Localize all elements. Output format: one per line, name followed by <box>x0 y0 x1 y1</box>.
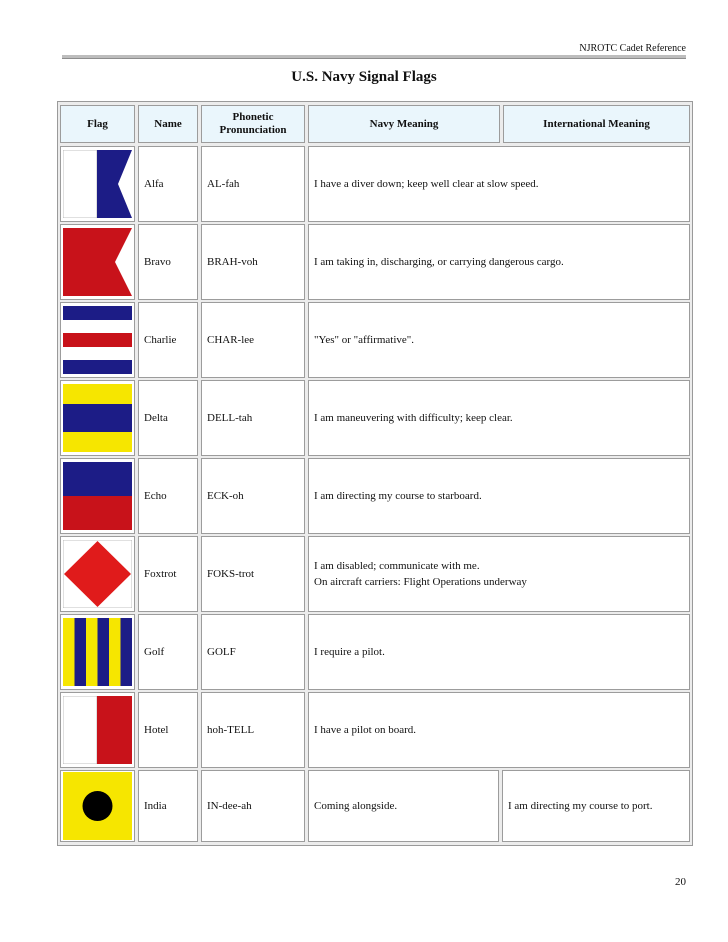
phonetic-cell <box>201 224 305 300</box>
flag-name: Echo <box>144 490 167 502</box>
flag-phonetic: hoh-TELL <box>207 724 255 736</box>
navy-meaning: I am maneuvering with difficulty; keep clear. <box>314 412 513 424</box>
flag-cell <box>60 224 135 300</box>
phonetic-cell <box>201 302 305 378</box>
column-header-phonetic-line1: Phonetic <box>232 111 274 123</box>
flag-cell <box>60 146 135 222</box>
navy-meaning: I am directing my course to starboard. <box>314 490 482 502</box>
flag-cell <box>60 770 135 842</box>
name-cell <box>138 380 198 456</box>
charlie-flag <box>63 306 132 374</box>
phonetic-cell <box>201 692 305 768</box>
navy-meaning: I have a diver down; keep well clear at slow speed. <box>314 178 539 190</box>
navy-meaning-cell <box>308 302 690 378</box>
flag-cell <box>60 614 135 690</box>
column-header-international-meaning <box>503 105 690 143</box>
flag-phonetic: GOLF <box>207 646 236 658</box>
name-cell <box>138 770 198 842</box>
golf-flag <box>63 618 132 686</box>
flag-name: Hotel <box>144 724 169 736</box>
name-cell <box>138 302 198 378</box>
flag-name: India <box>144 800 167 812</box>
name-cell <box>138 536 198 612</box>
name-cell <box>138 692 198 768</box>
name-cell <box>138 614 198 690</box>
navy-meaning: Coming alongside. <box>314 800 398 812</box>
phonetic-cell <box>201 380 305 456</box>
flag-cell <box>60 380 135 456</box>
navy-meaning-cell <box>308 692 690 768</box>
flag-phonetic: FOKS-trot <box>207 568 255 580</box>
navy-meaning-cell <box>308 458 690 534</box>
foxtrot-flag <box>63 540 132 608</box>
flag-name: Alfa <box>144 178 164 190</box>
phonetic-cell <box>201 770 305 842</box>
column-header-navy-meaning <box>308 105 500 143</box>
column-header-phonetic-line2: Pronunciation <box>219 124 287 136</box>
flag-cell <box>60 536 135 612</box>
hotel-flag <box>63 696 132 764</box>
navy-meaning: "Yes" or "affirmative". <box>314 334 415 346</box>
navy-meaning: I have a pilot on board. <box>314 724 417 736</box>
flag-name: Golf <box>144 646 165 658</box>
international-meaning: I am directing my course to port. <box>508 800 653 812</box>
column-header-phonetic <box>201 105 305 143</box>
navy-meaning: I am disabled; communicate with me. <box>314 560 480 572</box>
flag-phonetic: BRAH-voh <box>207 256 258 268</box>
phonetic-cell <box>201 614 305 690</box>
navy-meaning-cell <box>308 770 499 842</box>
navy-meaning-carrier-note: On aircraft carriers: Flight Operations underway <box>314 576 527 588</box>
page-number: 20 <box>675 876 686 888</box>
flag-phonetic: DELL-tah <box>207 412 253 424</box>
phonetic-cell <box>201 458 305 534</box>
navy-meaning-cell <box>308 536 690 612</box>
india-flag <box>63 772 132 840</box>
phonetic-cell <box>201 536 305 612</box>
flag-phonetic: ECK-oh <box>207 490 244 502</box>
flag-name: Charlie <box>144 334 177 346</box>
column-header-international-meaning-label: International Meaning <box>543 117 650 130</box>
navy-meaning-cell <box>308 224 690 300</box>
flag-name: Foxtrot <box>144 568 177 580</box>
delta-flag <box>63 384 132 452</box>
flag-cell <box>60 458 135 534</box>
navy-meaning-cell <box>308 380 690 456</box>
signal-flags-table <box>57 101 693 846</box>
flag-cell <box>60 692 135 768</box>
header-divider <box>62 55 686 59</box>
phonetic-cell <box>201 146 305 222</box>
column-header-navy-meaning-label: Navy Meaning <box>369 117 439 130</box>
flag-cell <box>60 302 135 378</box>
name-cell <box>138 458 198 534</box>
column-header-flag-label: Flag <box>87 117 108 130</box>
flag-phonetic: AL-fah <box>207 178 240 190</box>
name-cell <box>138 224 198 300</box>
navy-meaning-cell <box>308 146 690 222</box>
column-header-name <box>138 105 198 143</box>
column-header-name-label: Name <box>154 117 182 130</box>
column-header-flag <box>60 105 135 143</box>
flag-phonetic: CHAR-lee <box>207 334 255 346</box>
echo-flag <box>63 462 132 530</box>
navy-meaning: I require a pilot. <box>314 646 385 658</box>
navy-meaning: I am taking in, discharging, or carrying dangerous cargo. <box>314 256 564 268</box>
navy-meaning-cell <box>308 614 690 690</box>
document-reference-label: NJROTC Cadet Reference <box>579 43 686 54</box>
bravo-flag <box>63 228 132 296</box>
alfa-flag <box>63 150 132 218</box>
international-meaning-cell <box>502 770 690 842</box>
name-cell <box>138 146 198 222</box>
page-title: U.S. Navy Signal Flags <box>291 69 437 85</box>
flag-name: Delta <box>144 412 168 424</box>
flag-phonetic: IN-dee-ah <box>207 800 252 812</box>
flag-name: Bravo <box>144 256 171 268</box>
